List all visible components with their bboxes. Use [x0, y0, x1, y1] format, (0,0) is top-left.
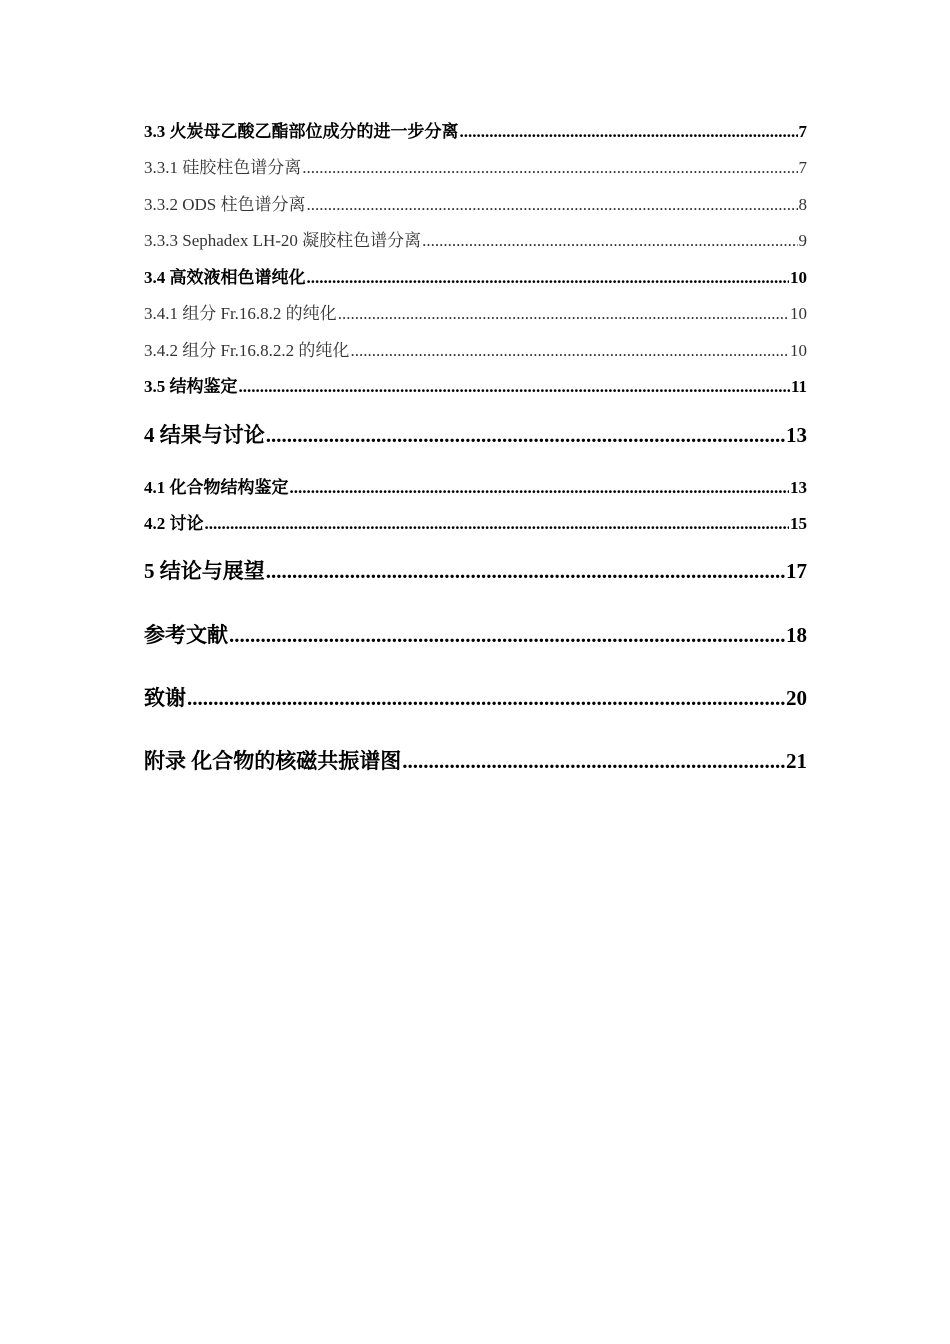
toc-entry-title: 3.4.2 组分 Fr.16.8.2.2 的纯化	[144, 341, 350, 360]
toc-entry-title: 附录 化合物的核磁共振谱图	[144, 749, 402, 773]
toc-dot-leader	[266, 559, 785, 584]
toc-dot-leader	[460, 122, 798, 142]
toc-entry-page: 10	[790, 268, 807, 287]
toc-entry[interactable]	[144, 299, 807, 324]
toc-entry-page: 8	[798, 195, 807, 214]
toc-entry-title: 3.5 结构鉴定	[144, 377, 238, 396]
toc-entry-title: 4.1 化合物结构鉴定	[144, 478, 289, 497]
toc-dot-leader	[205, 514, 790, 534]
toc-entry-page: 13	[786, 423, 807, 447]
toc-entry[interactable]	[144, 372, 807, 397]
toc-dot-leader	[290, 478, 790, 498]
toc-entry-page: 18	[786, 623, 807, 647]
toc-entry[interactable]	[144, 336, 807, 361]
toc-dot-leader	[338, 304, 789, 324]
toc-entry-title: 3.3.1 硅胶柱色谱分离	[144, 158, 302, 177]
toc-dot-leader	[422, 231, 797, 251]
toc-entry[interactable]	[144, 153, 807, 178]
toc-entry-page: 21	[786, 749, 807, 773]
toc-entry[interactable]	[144, 473, 807, 498]
toc-dot-leader	[302, 158, 797, 178]
toc-entry-title: 参考文献	[144, 623, 228, 647]
toc-dot-leader	[266, 423, 785, 448]
toc-dot-leader	[307, 268, 790, 288]
toc-entry[interactable]	[144, 263, 807, 288]
toc-entry[interactable]	[144, 190, 807, 215]
toc-entry-title: 4.2 讨论	[144, 514, 204, 533]
toc-entry-page: 10	[790, 304, 807, 323]
toc-entry-title: 4 结果与讨论	[144, 423, 265, 447]
toc-entry-page: 15	[790, 514, 807, 533]
toc-entry-page: 20	[786, 686, 807, 710]
toc-entry-title: 致谢	[144, 686, 186, 710]
toc-entry[interactable]	[144, 555, 807, 585]
toc-dot-leader	[187, 686, 785, 711]
toc-entry-title: 3.3 火炭母乙酸乙酯部位成分的进一步分离	[144, 122, 459, 141]
toc-dot-leader	[307, 195, 798, 215]
toc-dot-leader	[239, 377, 790, 397]
toc-dot-leader	[350, 341, 789, 361]
toc-entry-page: 17	[786, 559, 807, 583]
toc-entry-title: 3.3.2 ODS 柱色谱分离	[144, 195, 306, 214]
toc-entry-page: 11	[790, 377, 807, 396]
toc-entry-page: 7	[798, 158, 807, 177]
toc-entry[interactable]	[144, 509, 807, 534]
toc-entry-page: 7	[798, 122, 807, 141]
toc-entry-title: 5 结论与展望	[144, 559, 265, 583]
toc-entry-page: 10	[790, 341, 807, 360]
toc-entry-title: 3.4 高效液相色谱纯化	[144, 268, 306, 287]
toc-entry-title: 3.3.3 Sephadex LH-20 凝胶柱色谱分离	[144, 231, 422, 250]
toc-dot-leader	[402, 749, 785, 774]
toc-entry[interactable]	[144, 117, 807, 142]
toc-entry-page: 13	[790, 478, 807, 497]
toc-entry[interactable]	[144, 419, 807, 449]
toc-dot-leader	[229, 623, 785, 648]
toc-entry[interactable]	[144, 745, 807, 775]
toc-entry[interactable]	[144, 619, 807, 649]
toc-entry[interactable]	[144, 226, 807, 251]
toc-entry-title: 3.4.1 组分 Fr.16.8.2 的纯化	[144, 304, 337, 323]
toc-entry[interactable]	[144, 682, 807, 712]
toc-entry-page: 9	[798, 231, 807, 250]
